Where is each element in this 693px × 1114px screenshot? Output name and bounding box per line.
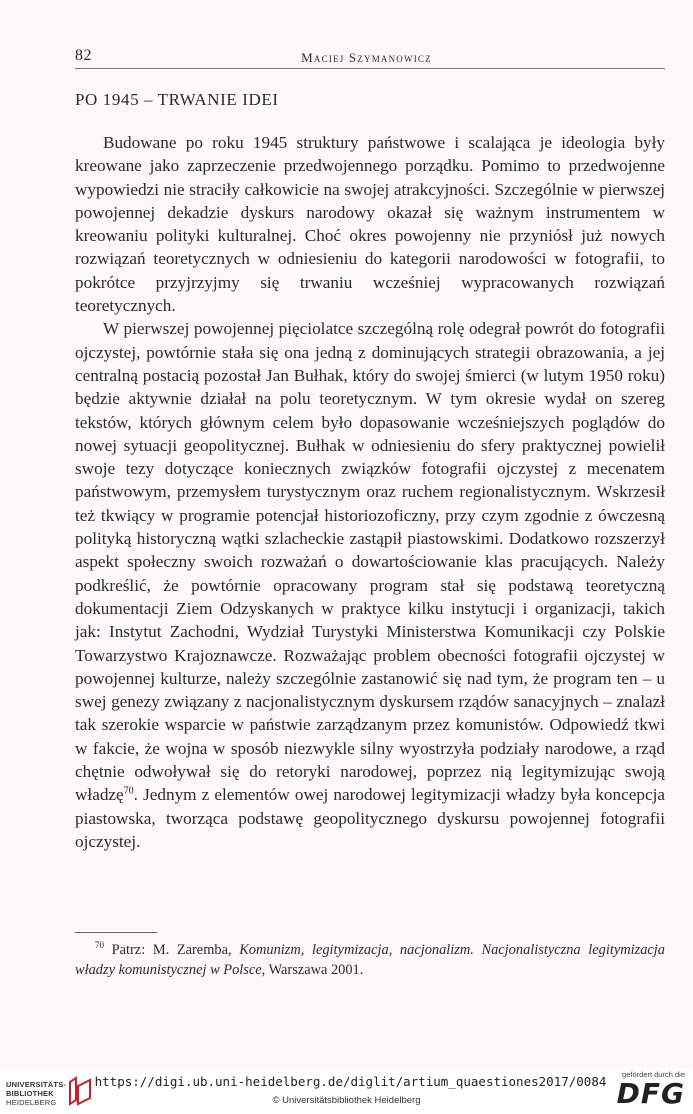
- library-name-line2: BIBLIOTHEK: [6, 1089, 54, 1098]
- footnote-number: 70: [95, 940, 104, 951]
- page-number: 82: [75, 47, 92, 64]
- paragraph-1: Budowane po roku 1945 struktury państwowe i scalająca je ideologia były kreowane jako zaprzeczenie przedwojennego porządku. Pomimo to przedwojenne wypowiedzi nie straciły całkowicie na swojej atrakcyjności. Szczególnie w pierwszej powojennej dekadzie dyskurs narodowy okazał się ważnym instrumentem w kreowaniu polityki kulturalnej. Choć okres powojenny nie przyniósł już nowych rozwiązań teoretycznych w odniesieniu do kategorii narodowości w fotografii, to pokrótce przyjrzyjmy się trwaniu wcześniej wypracowanych rozwiązań teoretycznych.: [75, 133, 665, 316]
- footer-bar: [0, 1068, 693, 1114]
- footnote: [75, 940, 665, 980]
- paragraph-2: [75, 317, 665, 853]
- footnote-reference[interactable]: 70: [123, 785, 134, 797]
- footer-url[interactable]: https://digi.ub.uni-heidelberg.de/diglit/artium_quaestiones2017/0084: [94, 1074, 607, 1089]
- library-name-line3: HEIDELBERG: [6, 1098, 57, 1107]
- footnote-rule: [75, 932, 157, 933]
- dfg-block[interactable]: [605, 1070, 685, 1112]
- footnote-prefix: Patrz: M. Zaremba,: [111, 942, 240, 958]
- running-head: Maciej Szymanowicz: [301, 50, 432, 65]
- funded-by-label: gefördert durch die: [622, 1070, 685, 1079]
- footnote-suffix: , Warszawa 2001.: [261, 962, 364, 978]
- body-text: [75, 131, 665, 853]
- footer-copyright: © Universitätsbibliothek Heidelberg: [272, 1095, 421, 1106]
- dfg-logo: DFG: [616, 1077, 685, 1110]
- paragraph-2-text: W pierwszej powojennej pięciolatce szczególną rolę odegrał powrót do fotografii ojczystej, powtórnie stała się ona jedną z dominujących strategii obrazowania, a jej centralną postacią pozostał Jan Bułhak, który do swojej śmierci (w lutym 1950 roku) będzie aktywnie działał na polu teoretycznym. W tym okresie wydał on szereg tekstów, których głównym celem było dopasowanie wcześniejszych poglądów do nowej sytuacji geopolitycznej. Bułhak w odniesieniu do sfery praktycznej powielił swoje tezy dotyczące koniecznych związków fotografii ojczystej z mecenatem państwowym, przemysłem turystycznym oraz ruchem regionalistycznym. Wskrzesił też tkwiący w programie potencjał historiozoficzny, przy czym zgodnie z ówczesną polityką historyczną wątki szlacheckie zastąpił piastowskimi. Dodatkowo rozszerzył aspekt społeczny swoich rozważań o dowartościowanie klas pracujących. Należy podkreślić, że powtórnie opracowany program stał się podstawą teoretyczną dokumentacji Ziem Odzyskanych w praktyce kilku instytucji i organizacji, takich jak: Instytut Zachodni, Wydział Turystyki Ministerstwa Komunikacji czy Polskie Towarzystwo Krajoznawcze. Rozważając problem obecności fotografii ojczystej w powojennej kulturze, należy szczególnie zastanowić się nad tym, że program ten – u swej genezy związany z nacjonalistycznym dyskursem rządów sanacyjnych – znalazł tak szerokie wsparcie w państwie zarządzanym przez komunistów. Odpowiedź tkwi w fakcie, że wojna w sposób niezwykle silny wyostrzyła podziały narodowe, a rząd chętnie odwoływał się do retoryki narodowej, poprzez nią legitymizując swoją władzę: [75, 319, 665, 805]
- section-heading: PO 1945 – TRWANIE IDEI: [75, 90, 279, 109]
- library-name-line1: UNIVERSITÄTS-: [6, 1080, 67, 1089]
- footnote-title: Komunizm, legitymizacja, nacjonalizm. Nacjonalistyczna legitymizacja władzy komunistycznej w Polsce: [75, 942, 665, 978]
- paragraph-2-text-continued: . Jednym z elementów owej narodowej legitymizacji władzy była koncepcja piastowska, tworząca podstawę geopolitycznego dyskursu powojennej fotografii ojczystej.: [75, 785, 665, 851]
- header-rule: [75, 68, 665, 69]
